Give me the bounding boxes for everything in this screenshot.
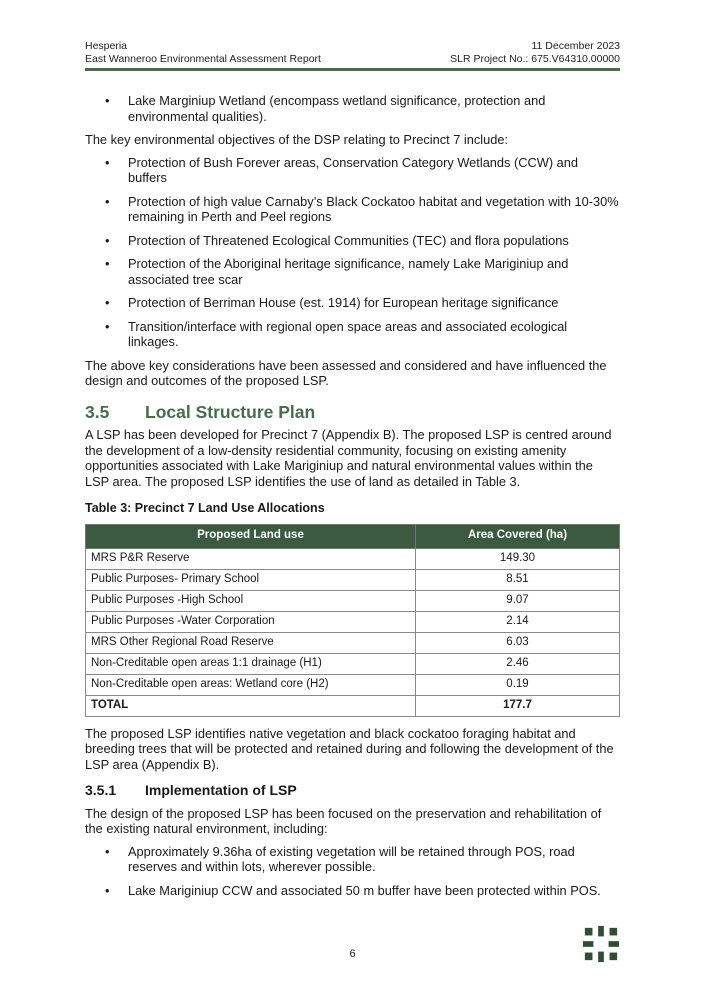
table-total-row	[86, 695, 620, 716]
subsection-heading	[85, 783, 620, 799]
subsection-number: 3.5.1	[85, 782, 117, 798]
list-item: • Protection of Threatened Ecological Communities (TEC) and flora populations	[85, 233, 620, 249]
table-row	[86, 674, 620, 695]
total-value-cell: 177.7	[416, 695, 620, 716]
area-cell: 6.03	[416, 632, 620, 653]
land-use-cell: Public Purposes -Water Corporation	[86, 611, 416, 632]
objectives-intro: The key environmental objectives of the DSP relating to Precinct 7 include:	[85, 132, 508, 147]
list-item: • Lake Marginiup Wetland (encompass wetland significance, protection and environmental qualities).	[85, 93, 620, 124]
header-client: Hesperia	[85, 40, 128, 52]
header-report-title: East Wanneroo Environmental Assessment Report	[85, 53, 321, 65]
table-row	[86, 569, 620, 590]
table-row	[86, 590, 620, 611]
objectives-outro: The above key considerations have been assessed and considered and have influenced the design and outcomes of the proposed LSP.	[85, 357, 607, 388]
land-use-cell: Non-Creditable open areas 1:1 drainage (H1)	[86, 653, 416, 674]
area-cell: 2.14	[416, 611, 620, 632]
land-use-cell: MRS Other Regional Road Reserve	[86, 632, 416, 653]
column-header-land-use: Proposed Land use	[86, 524, 416, 548]
total-label-cell: TOTAL	[86, 695, 416, 716]
header-divider	[85, 68, 620, 71]
list-item: • Protection of Berriman House (est. 1914) for European heritage significance	[85, 295, 620, 311]
list-item: • Lake Mariginiup CCW and associated 50 m buffer have been protected within POS.	[85, 883, 620, 899]
land-use-cell: Non-Creditable open areas: Wetland core (H2)	[86, 674, 416, 695]
table-caption: Table 3: Precinct 7 Land Use Allocations	[85, 501, 325, 515]
area-cell: 2.46	[416, 653, 620, 674]
implementation-list	[85, 844, 620, 899]
slr-logo-icon	[582, 925, 620, 963]
section-number: 3.5	[85, 401, 110, 422]
page-number: 6	[349, 948, 356, 960]
section-heading	[85, 401, 620, 422]
list-item: • Transition/interface with regional open space areas and associated ecological linkages.	[85, 319, 620, 350]
header-date: 11 December 2023	[531, 40, 620, 52]
header-project-number: SLR Project No.: 675.V64310.00000	[450, 53, 620, 65]
subsection-paragraph: The design of the proposed LSP has been focused on the preservation and rehabilitation of the existing natural environment, including:	[85, 805, 602, 836]
table-row	[86, 653, 620, 674]
area-cell: 0.19	[416, 674, 620, 695]
page-content	[85, 93, 620, 906]
list-item: • Protection of Bush Forever areas, Conservation Category Wetlands (CCW) and buffers	[85, 155, 620, 186]
section-paragraph: A LSP has been developed for Precinct 7 (Appendix B). The proposed LSP is centred around the development of a low-density residential community, focusing on existing amenity opportunities associated with Lake Mariginiup and natural environmental values within the LSP area. The proposed LSP identifies the use of land as detailed in Table 3.	[85, 427, 612, 489]
list-item: • Protection of high value Carnaby’s Black Cockatoo habitat and vegetation with 10-30% remaining in Perth and Peel regions	[85, 194, 620, 225]
subsection-title: Implementation of LSP	[145, 782, 297, 798]
list-item: • Approximately 9.36ha of existing vegetation will be retained through POS, road reserves and within lots, wherever possible.	[85, 844, 620, 875]
land-use-cell: MRS P&R Reserve	[86, 548, 416, 569]
table-row	[86, 548, 620, 569]
objectives-list	[85, 155, 620, 350]
area-cell: 8.51	[416, 569, 620, 590]
after-table-paragraph: The proposed LSP identifies native vegetation and black cockatoo foraging habitat and breeding trees that will be protected and retained during and following the development of the LSP area (Appendix B).	[85, 725, 614, 772]
page-header	[85, 40, 620, 66]
intro-bullet-list	[85, 93, 620, 124]
section-title: Local Structure Plan	[145, 401, 316, 422]
land-use-table	[85, 524, 620, 717]
table-header-row	[86, 524, 620, 548]
area-cell: 149.30	[416, 548, 620, 569]
area-cell: 9.07	[416, 590, 620, 611]
list-item: • Protection of the Aboriginal heritage significance, namely Lake Mariginiup and associated tree scar	[85, 256, 620, 287]
column-header-area: Area Covered (ha)	[416, 524, 620, 548]
land-use-cell: Public Purposes- Primary School	[86, 569, 416, 590]
table-row	[86, 611, 620, 632]
table-row	[86, 632, 620, 653]
land-use-cell: Public Purposes -High School	[86, 590, 416, 611]
